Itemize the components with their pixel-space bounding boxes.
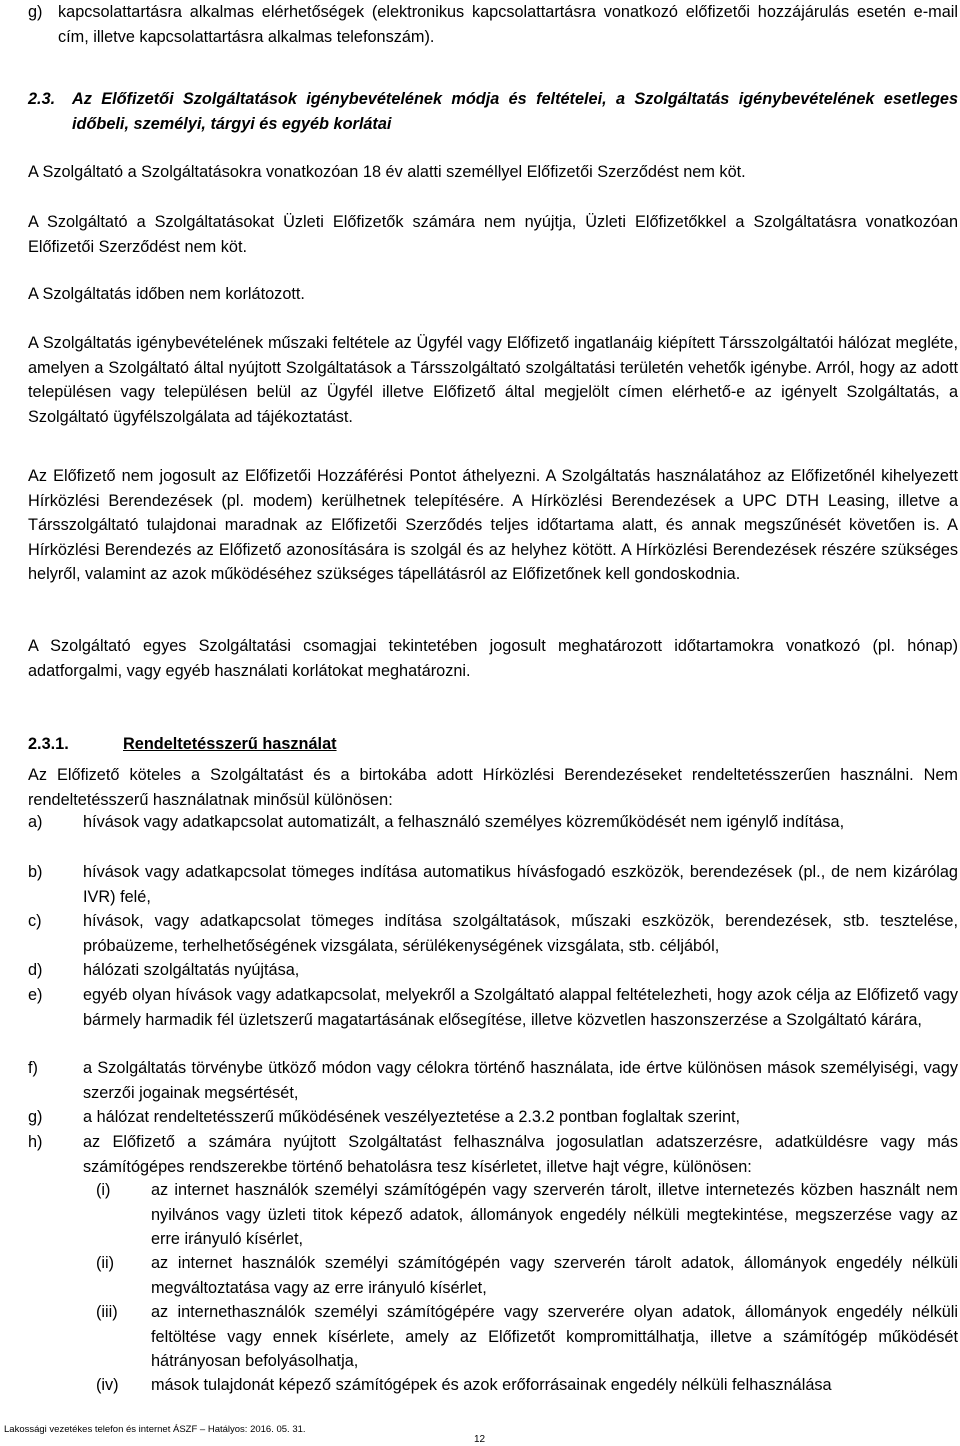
list-marker: d): [28, 961, 43, 979]
list-item-g-intro: [28, 0, 958, 49]
list-marker: b): [28, 863, 43, 881]
list-text: kapcsolattartásra alkalmas elérhetőségek (elektronikus kapcsolattartásra vonatkozó előfizetői hozzájárulás esetén e-mail cím, illetve kapcsolattartásra alkalmas telefonszám).: [58, 3, 958, 46]
list-text: az Előfizető a számára nyújtott Szolgáltatást felhasználva jogosulatlan adatszerzésre, adatküldésre vagy más számítógépes rendszerekbe történő behatolásra tesz kísérletet, illetve hajt végre, különösen:: [83, 1133, 958, 1176]
list-text: hálózati szolgáltatás nyújtása,: [83, 961, 300, 979]
section-heading-2-3: [28, 87, 958, 136]
list-item: [28, 1105, 958, 1130]
list-text: a hálózat rendeltetésszerű működésének veszélyeztetése a 2.3.2 pontban foglaltak szerint,: [83, 1108, 741, 1126]
list-marker: a): [28, 813, 43, 831]
section-number: 2.3.: [28, 90, 56, 108]
sub-list-marker: (i): [96, 1181, 111, 1199]
list-marker: h): [28, 1133, 43, 1151]
list-item: [28, 810, 958, 835]
sub-list-marker: (ii): [96, 1254, 115, 1272]
page-number: 12: [474, 1434, 486, 1445]
list-marker: g): [28, 1108, 43, 1126]
sub-list-item: [96, 1251, 958, 1300]
paragraph: A Szolgáltató egyes Szolgáltatási csomagjai tekintetében jogosult meghatározott időtartamokra vonatkozó (pl. hónap) adatforgalmi, vagy egyéb használati korlátokat meghatározni.: [28, 637, 958, 680]
sub-list-marker: (iii): [96, 1303, 118, 1321]
sub-list-text: az internet használók személyi számítógépén vagy szerverén tárolt, illetve internetezés közben használt nem nyilvános vagy üzleti titok képező adatok, állományok engedély nélküli megtekintése, megszerzése vagy az erre irányuló kísérlet,: [151, 1181, 958, 1249]
section-title: Rendeltetésszerű használat: [123, 735, 337, 753]
list-item: [28, 958, 958, 983]
list-marker: g): [28, 3, 43, 21]
section-title: Az Előfizetői Szolgáltatások igénybevételének módja és feltételei, a Szolgáltatás igénybevételének esetleges időbeli, személyi, tárgyi és egyéb korlátai: [72, 90, 958, 133]
paragraph: Az Előfizető köteles a Szolgáltatást és a birtokába adott Hírközlési Berendezéseket rendeltetésszerűen használni. Nem rendeltetésszerű használatnak minősül különösen:: [28, 766, 958, 809]
list-marker: c): [28, 912, 42, 930]
list-marker: f): [28, 1059, 38, 1077]
paragraph: A Szolgáltatás igénybevételének műszaki feltétele az Ügyfél vagy Előfizető ingatlanáig kiépített Társszolgáltatói hálózat megléte, amelyen a Szolgáltató által nyújtott Szolgáltatások a Társszolgáltató szolgáltatási területén vehetők igénybe. Arról, hogy az adott településen vagy településen belül az Ügyfél illetve Előfizető által megjelölt címen elérhető-e az igényelt Szolgáltatás, a Szolgáltató ügyfélszolgálata ad tájékoztatást.: [28, 334, 958, 426]
sub-list-text: az internethasználók személyi számítógépére vagy szerverére olyan adatok, állományok engedély nélküli feltöltése vagy ennek kísérlete, amely az Előfizetőt kompromittálhatja, illetve a számítógép működését hátrányosan befolyásolhatja,: [151, 1303, 958, 1371]
sub-list-text: az internet használók személyi számítógépén vagy szerverén tárolt adatok, állományok engedély nélküli megváltoztatása vagy az erre irányuló kísérlet,: [151, 1254, 958, 1297]
sub-list-item: [96, 1300, 958, 1374]
list-text: a Szolgáltatás törvénybe ütköző módon vagy célokra történő használata, ide értve különösen mások személyiségi, vagy szerzői jogainak megsértését,: [83, 1059, 958, 1102]
list-text: hívások vagy adatkapcsolat automatizált, a felhasználó személyes közreműködését nem igénylő indítása,: [83, 813, 845, 831]
sub-list-item: [96, 1178, 958, 1252]
sub-list-marker: (iv): [96, 1376, 119, 1394]
page-footer: Lakossági vezetékes telefon és internet ÁSZF – Hatályos: 2016. 05. 31.: [4, 1424, 306, 1435]
list-text: hívások vagy adatkapcsolat tömeges indítása automatikus hívásfogadó eszközök, berendezések (pl., de nem kizárólag IVR) felé,: [83, 863, 958, 906]
list-item: [28, 983, 958, 1032]
sub-list-item: [96, 1373, 958, 1398]
list-item: [28, 1130, 958, 1179]
paragraph: A Szolgáltató a Szolgáltatásokat Üzleti Előfizetők számára nem nyújtja, Üzleti Előfizetőkkel a Szolgáltatásra vonatkozóan Előfizetői Szerződést nem köt.: [28, 213, 958, 256]
list-item: [28, 909, 958, 958]
list-item: [28, 1056, 958, 1105]
section-number: 2.3.1.: [28, 735, 69, 753]
list-text: egyéb olyan hívások vagy adatkapcsolat, melyekről a Szolgáltató alappal feltételezheti, hogy azok célja az Előfizető vagy bármely harmadik fél üzletszerű magatartásának elősegítése, illetve közvetlen haszonszerzése a Szolgáltató kárára,: [83, 986, 958, 1029]
paragraph: Az Előfizető nem jogosult az Előfizetői Hozzáférési Pontot áthelyezni. A Szolgáltatás használatához az Előfizetőnél kihelyezett Hírközlési Berendezések (pl. modem) kerülhetnek telepítésére. A Hírközlési Berendezések a UPC DTH Leasing, illetve a Társszolgáltató tulajdonai maradnak az Előfizetői Szerződés teljes időtartama alatt, és annak megszűnését követően is. A Hírközlési Berendezés az Előfizető azonosítására is szolgál és az helyhez kötött. A Hírközlési Berendezések részére szükséges helyről, valamint az azok működéséhez szükséges tápellátásról az Előfizetőnek kell gondoskodnia.: [28, 467, 958, 584]
paragraph: A Szolgáltatás időben nem korlátozott.: [28, 285, 305, 303]
list-text: hívások, vagy adatkapcsolat tömeges indítása szolgáltatások, műszaki eszközök, berendezések, stb. tesztelése, próbaüzeme, terhelhetőségének vizsgálata, sérülékenységének vizsgálata, stb. céljából,: [83, 912, 958, 955]
list-marker: e): [28, 986, 43, 1004]
list-item: [28, 860, 958, 909]
paragraph: A Szolgáltató a Szolgáltatásokra vonatkozóan 18 év alatti személlyel Előfizetői Szerződést nem köt.: [28, 163, 746, 181]
sub-list-text: mások tulajdonát képező számítógépek és azok erőforrásainak engedély nélküli felhasználása: [151, 1376, 832, 1394]
section-heading-2-3-1: [28, 732, 958, 757]
